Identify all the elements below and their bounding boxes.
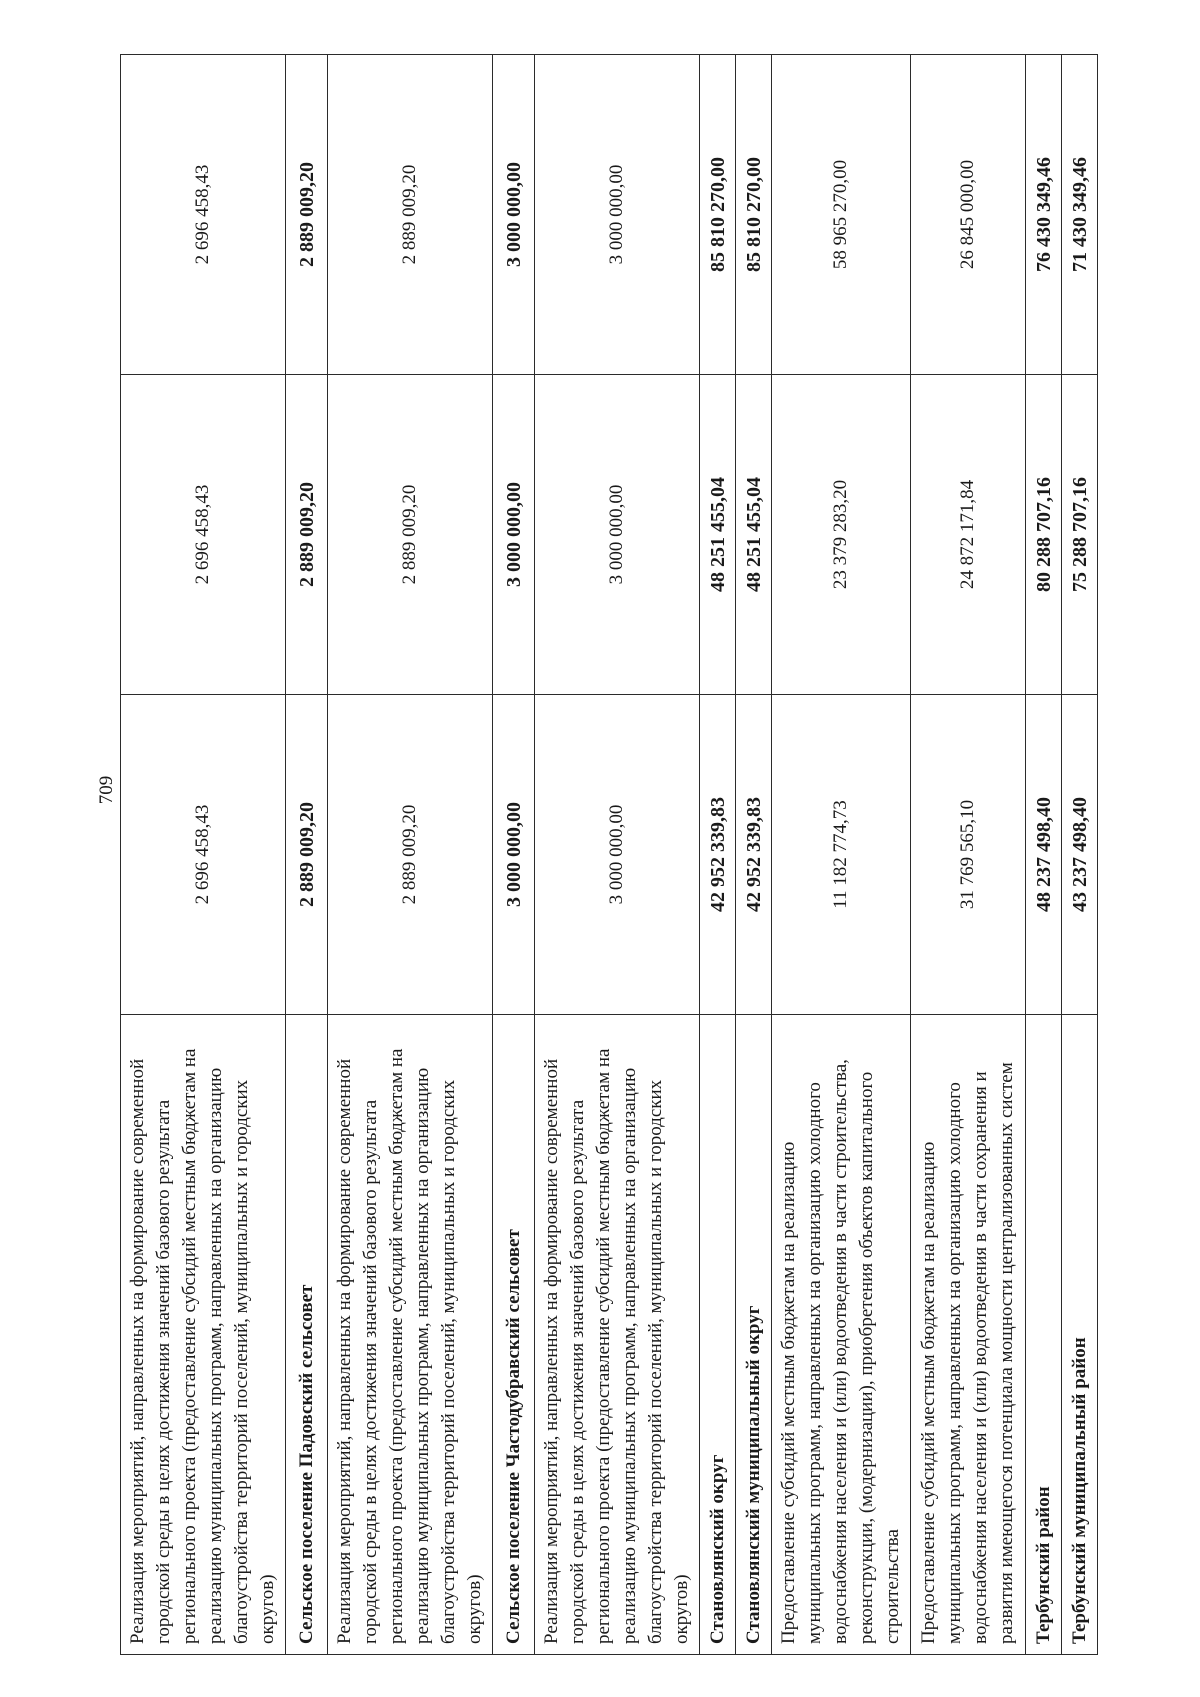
- rotated-table-container: [120, 55, 1091, 1655]
- value-year-2: 3 000 000,00: [493, 375, 535, 695]
- table-row: [772, 55, 911, 1655]
- value-year-1: 11 182 774,73: [772, 695, 911, 1015]
- value-year-3: 76 430 349,46: [1026, 55, 1062, 375]
- value-year-2: 2 696 458,43: [121, 375, 286, 695]
- value-year-1: 3 000 000,00: [535, 695, 700, 1015]
- value-year-3: 58 965 270,00: [772, 55, 911, 375]
- row-name: Становлянский округ: [700, 1015, 736, 1655]
- row-name: Реализация мероприятий, направленных на формирование современной городской среды в целях достижения значений базового результата регионального проекта (предоставление субсидий местным бюджетам на реализацию муниципальных программ, направленных на организацию благоустройства территорий поселений, муниципальных и городских округов): [535, 1015, 700, 1655]
- value-year-3: 85 810 270,00: [736, 55, 772, 375]
- row-name: Реализация мероприятий, направленных на формирование современной городской среды в целях достижения значений базового результата регионального проекта (предоставление субсидий местным бюджетам на реализацию муниципальных программ, направленных на организацию благоустройства территорий поселений, муниципальных и городских округов): [328, 1015, 493, 1655]
- table-row: [1062, 55, 1098, 1655]
- row-name: Тербунский муниципальный район: [1062, 1015, 1098, 1655]
- value-year-2: 75 288 707,16: [1062, 375, 1098, 695]
- table-row: [535, 55, 700, 1655]
- value-year-2: 48 251 455,04: [736, 375, 772, 695]
- value-year-3: 2 696 458,43: [121, 55, 286, 375]
- budget-table: [120, 54, 1098, 1655]
- value-year-2: 23 379 283,20: [772, 375, 911, 695]
- table-row: [736, 55, 772, 1655]
- value-year-1: 42 952 339,83: [700, 695, 736, 1015]
- row-name: Сельское поселение Падовский сельсовет: [286, 1015, 328, 1655]
- value-year-3: 85 810 270,00: [700, 55, 736, 375]
- row-name: Предоставление субсидий местным бюджетам на реализацию муниципальных программ, направленных на организацию холодного водоснабжения населения и (или) водоотведения в части строительства, реконструкции, (модернизации), приобретения объектов капитального строительства: [772, 1015, 911, 1655]
- table-row: [1026, 55, 1062, 1655]
- value-year-1: 42 952 339,83: [736, 695, 772, 1015]
- value-year-3: 71 430 349,46: [1062, 55, 1098, 375]
- value-year-2: 80 288 707,16: [1026, 375, 1062, 695]
- value-year-3: 2 889 009,20: [328, 55, 493, 375]
- table-row: [700, 55, 736, 1655]
- row-name: Тербунский район: [1026, 1015, 1062, 1655]
- value-year-1: 2 696 458,43: [121, 695, 286, 1015]
- value-year-1: 2 889 009,20: [328, 695, 493, 1015]
- value-year-1: 3 000 000,00: [493, 695, 535, 1015]
- table-row: [493, 55, 535, 1655]
- value-year-2: 3 000 000,00: [535, 375, 700, 695]
- table-row: [328, 55, 493, 1655]
- table-row: [121, 55, 286, 1655]
- value-year-3: 3 000 000,00: [535, 55, 700, 375]
- value-year-2: 24 872 171,84: [911, 375, 1026, 695]
- row-name: Становлянский муниципальный округ: [736, 1015, 772, 1655]
- value-year-1: 48 237 498,40: [1026, 695, 1062, 1015]
- value-year-3: 3 000 000,00: [493, 55, 535, 375]
- table-row: [911, 55, 1026, 1655]
- value-year-2: 2 889 009,20: [328, 375, 493, 695]
- row-name: Реализация мероприятий, направленных на формирование современной городской среды в целях достижения значений базового результата регионального проекта (предоставление субсидий местным бюджетам на реализацию муниципальных программ, направленных на организацию благоустройства территорий поселений, муниципальных и городских округов): [121, 1015, 286, 1655]
- row-name: Предоставление субсидий местным бюджетам на реализацию муниципальных программ, направленных на организацию холодного водоснабжения населения и (или) водоотведения в части сохранения и развития имеющегося потенциала мощности централизованных систем: [911, 1015, 1026, 1655]
- value-year-2: 48 251 455,04: [700, 375, 736, 695]
- value-year-2: 2 889 009,20: [286, 375, 328, 695]
- page-number: 709: [96, 775, 117, 805]
- value-year-3: 26 845 000,00: [911, 55, 1026, 375]
- value-year-1: 31 769 565,10: [911, 695, 1026, 1015]
- value-year-1: 2 889 009,20: [286, 695, 328, 1015]
- value-year-1: 43 237 498,40: [1062, 695, 1098, 1015]
- table-row: [286, 55, 328, 1655]
- row-name: Сельское поселение Частодубравский сельсовет: [493, 1015, 535, 1655]
- value-year-3: 2 889 009,20: [286, 55, 328, 375]
